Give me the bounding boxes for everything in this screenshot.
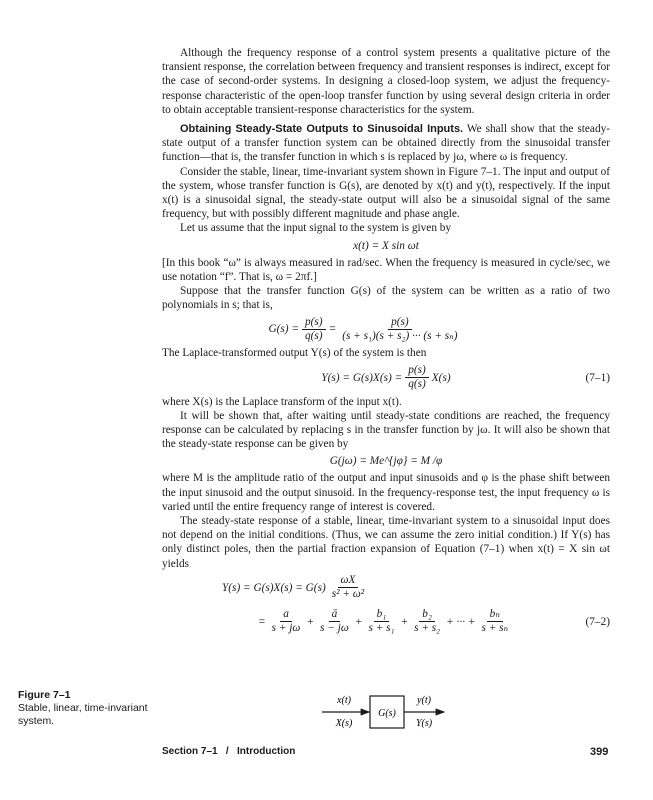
equation-7-1 — [162, 361, 610, 395]
paragraph-assume: Let us assume that the input signal to the system is given by — [180, 222, 452, 235]
frac-num: b₁ — [374, 608, 390, 622]
fraction-pq — [302, 316, 326, 343]
fraction-sinusoid — [329, 574, 367, 601]
eq-plus: + — [306, 615, 315, 628]
equation-7-2 — [162, 605, 610, 639]
block-label: G(s) — [378, 708, 396, 719]
eq-plus: + — [354, 615, 363, 628]
output-time-label: y(t) — [417, 695, 431, 706]
frac-num: p(s) — [302, 316, 326, 330]
paragraph-steady-response: The steady-state response of a stable, linear, time-invariant system to a sinusoidal input does not depend on the initial conditions. (Thus, we can assume the zero initial condition.) If Y(s) has only distinct poles, then the partial fraction expansion of Equation (7–1) when x(t) = X sin ωt yields — [162, 515, 610, 570]
frac-den: s + s₁ — [368, 622, 395, 635]
block-diagram — [322, 690, 462, 742]
paragraph-laplace-output: The Laplace-transformed output Y(s) of the system is then — [162, 347, 427, 360]
frac-den: q(s) — [408, 378, 426, 391]
eq-ys-lhs: Y(s) = G(s)X(s) = — [321, 371, 403, 384]
frac-num: p(s) — [405, 364, 429, 378]
figure-caption — [18, 689, 148, 728]
paragraph-obtaining-text: We shall show that the steady-state output of a transfer function system can be obtained directly from the sinusoidal transfer function—that is, the transfer function in which s is replaced by jω, where ω is frequency. — [162, 123, 611, 164]
fraction-term-b2 — [411, 608, 443, 635]
frac-num: ωX — [338, 574, 359, 588]
fraction-pq — [405, 364, 429, 391]
frac-num: ā — [329, 608, 341, 622]
input-laplace-label: X(s) — [335, 718, 353, 729]
frac-num: b₂ — [419, 608, 435, 622]
paragraph-transfer: Suppose that the transfer function G(s) of the system can be written as a ratio of two polynomials in s; that is, — [162, 285, 610, 312]
paragraph-shown: It will be shown that, after waiting until steady-state conditions are reached, the frequency response can be calculated by replacing s in the transfer function by jω. It will also be shown that the steady-state response can be given by — [162, 409, 610, 451]
output-laplace-label: Y(s) — [415, 718, 433, 729]
frac-den: s + sₙ — [481, 622, 509, 635]
fraction-factored — [339, 316, 460, 343]
eq-pf-lhs: Y(s) = G(s)X(s) = G(s) — [222, 581, 326, 594]
paragraph-where-m: where M is the amplitude ratio of the output and input sinusoids and φ is the phase shift between the input sinusoid and the output sinusoid. In the frequency-response test, the input frequency ω is varied until the entire frequency range of interest is covered. — [162, 472, 610, 513]
frac-den: s + jω — [271, 622, 301, 635]
eq-plus: + — [400, 615, 409, 628]
frac-den: s − jω — [320, 622, 349, 635]
figure-label: Figure 7–1 — [18, 689, 71, 701]
frac-num: bₙ — [487, 608, 503, 622]
eq-equals: = — [258, 615, 266, 628]
fraction-term-bn — [478, 608, 511, 635]
frac-den: s + s₂ — [414, 622, 441, 635]
frac-den: (s + s₁)(s + s₂) ··· (s + sₙ) — [342, 329, 458, 342]
eq-ys-rhs: X(s) — [431, 371, 451, 384]
paragraph-notation: [In this book “ω” is always measured in rad/sec. When the frequency is measured in cycle/sec, we use notation “f”. That is, ω = 2πf.] — [162, 256, 610, 283]
figure-caption-text: Stable, linear, time-invariant system. — [18, 702, 148, 727]
main-text-column — [162, 46, 610, 639]
equation-transfer-function — [122, 312, 610, 346]
eq-equals: = — [328, 323, 337, 336]
equation-input-signal: x(t) = X sin ωt — [353, 239, 419, 252]
paragraph-where-x: where X(s) is the Laplace transform of the input x(t). — [162, 395, 402, 408]
paragraph-consider: Consider the stable, linear, time-invariant system shown in Figure 7–1. The input and output of the system, whose transfer function is G(s), are denoted by x(t) and y(t), respectively. If the input x(t) is a sinusoidal signal, the steady-state output will also be a sinusoidal signal of the same frequency, but with possibly different magnitude and phase angle. — [162, 165, 610, 221]
footer-section: Section 7–1 / Introduction — [162, 746, 296, 757]
eq-gs-lhs: G(s) = — [268, 323, 299, 336]
frac-num: p(s) — [388, 316, 412, 330]
equation-number: (7–2) — [585, 615, 610, 628]
page-number: 399 — [590, 746, 609, 758]
equation-expansion-line1 — [162, 571, 610, 605]
frac-den: q(s) — [305, 329, 323, 342]
fraction-term-abar — [317, 608, 352, 635]
eq-dots: + ··· + — [446, 615, 476, 628]
frac-num: a — [280, 608, 292, 622]
fraction-term-a — [269, 608, 304, 635]
fraction-term-b1 — [365, 608, 397, 635]
paragraph-intro: Although the frequency response of a control system presents a qualitative picture of the transient response, the correlation between frequency and transient responses is indirect, except for the case of second-order systems. In designing a closed-loop system, we adjust the frequency-response characteristic of the open-loop transfer function by using several design criteria in order to obtain acceptable transient-response characteristics for the system. — [162, 47, 610, 116]
paragraph-obtaining — [162, 122, 610, 165]
equation-steady-state: G(jω) = Me^{jφ} = M /φ — [329, 455, 443, 468]
frac-den: s² + ω² — [331, 588, 365, 601]
equation-number: (7–1) — [585, 371, 610, 384]
section-heading: Obtaining Steady-State Outputs to Sinusoidal Inputs. — [180, 123, 464, 136]
input-time-label: x(t) — [337, 695, 351, 706]
